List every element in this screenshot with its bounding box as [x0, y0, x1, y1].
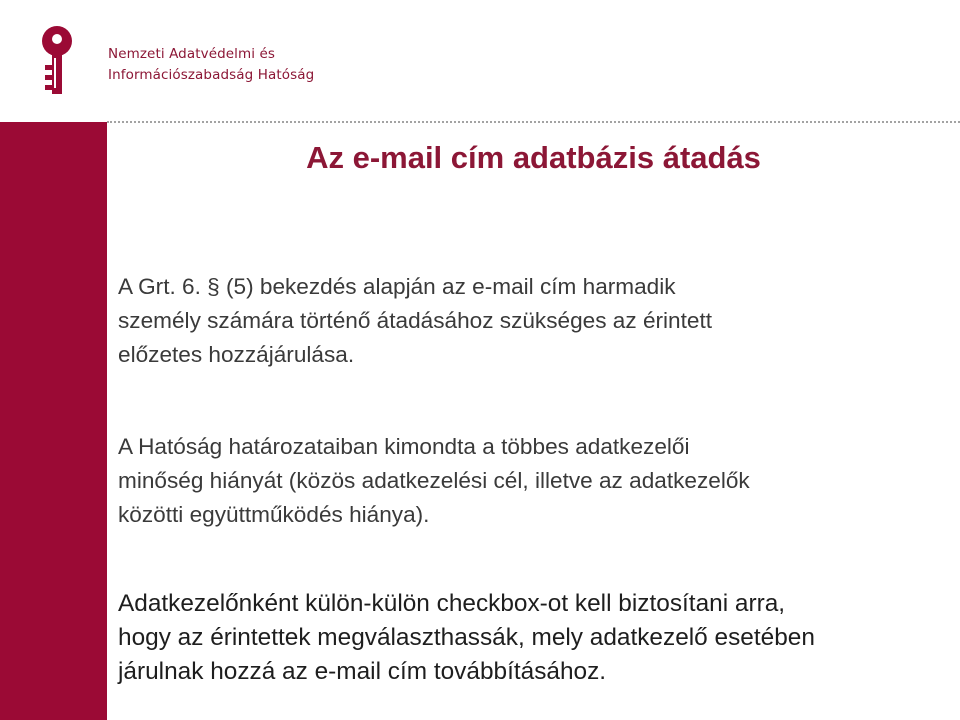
- slide-title: Az e-mail cím adatbázis átadás: [306, 140, 761, 175]
- paragraph-line: hogy az érintettek megválaszthassák, mely adatkezelő esetében: [118, 624, 815, 651]
- paragraph-line: A Grt. 6. § (5) bekezdés alapján az e-mail cím harmadik: [118, 274, 676, 299]
- organization-name: [108, 44, 314, 86]
- paragraph-line: minőség hiányát (közös adatkezelési cél, illetve az adatkezelők: [118, 468, 750, 493]
- left-accent-bar: [0, 122, 107, 720]
- paragraph-authority-decision: [118, 430, 938, 532]
- paragraph-line: járulnak hozzá az e-mail cím továbbításához.: [118, 658, 607, 685]
- organization-name-line-2: Információszabadság Hatóság: [108, 67, 315, 83]
- header: [0, 0, 960, 122]
- paragraph-line: előzetes hozzájárulása.: [118, 342, 355, 367]
- organization-name-line-1: Nemzeti Adatvédelmi és: [108, 46, 276, 62]
- paragraph-line: Adatkezelőnként külön-külön checkbox-ot kell biztosítani arra,: [118, 590, 786, 617]
- paragraph-grt-consent: [118, 270, 938, 372]
- paragraph-line: közötti együttműködés hiánya).: [118, 502, 430, 527]
- paragraph-line: személy számára történő átadásához szükséges az érintett: [118, 308, 713, 333]
- paragraph-line: A Hatóság határozataiban kimondta a többes adatkezelői: [118, 434, 690, 459]
- paragraph-checkbox-requirement: [118, 587, 953, 689]
- key-logo-icon: [40, 25, 74, 97]
